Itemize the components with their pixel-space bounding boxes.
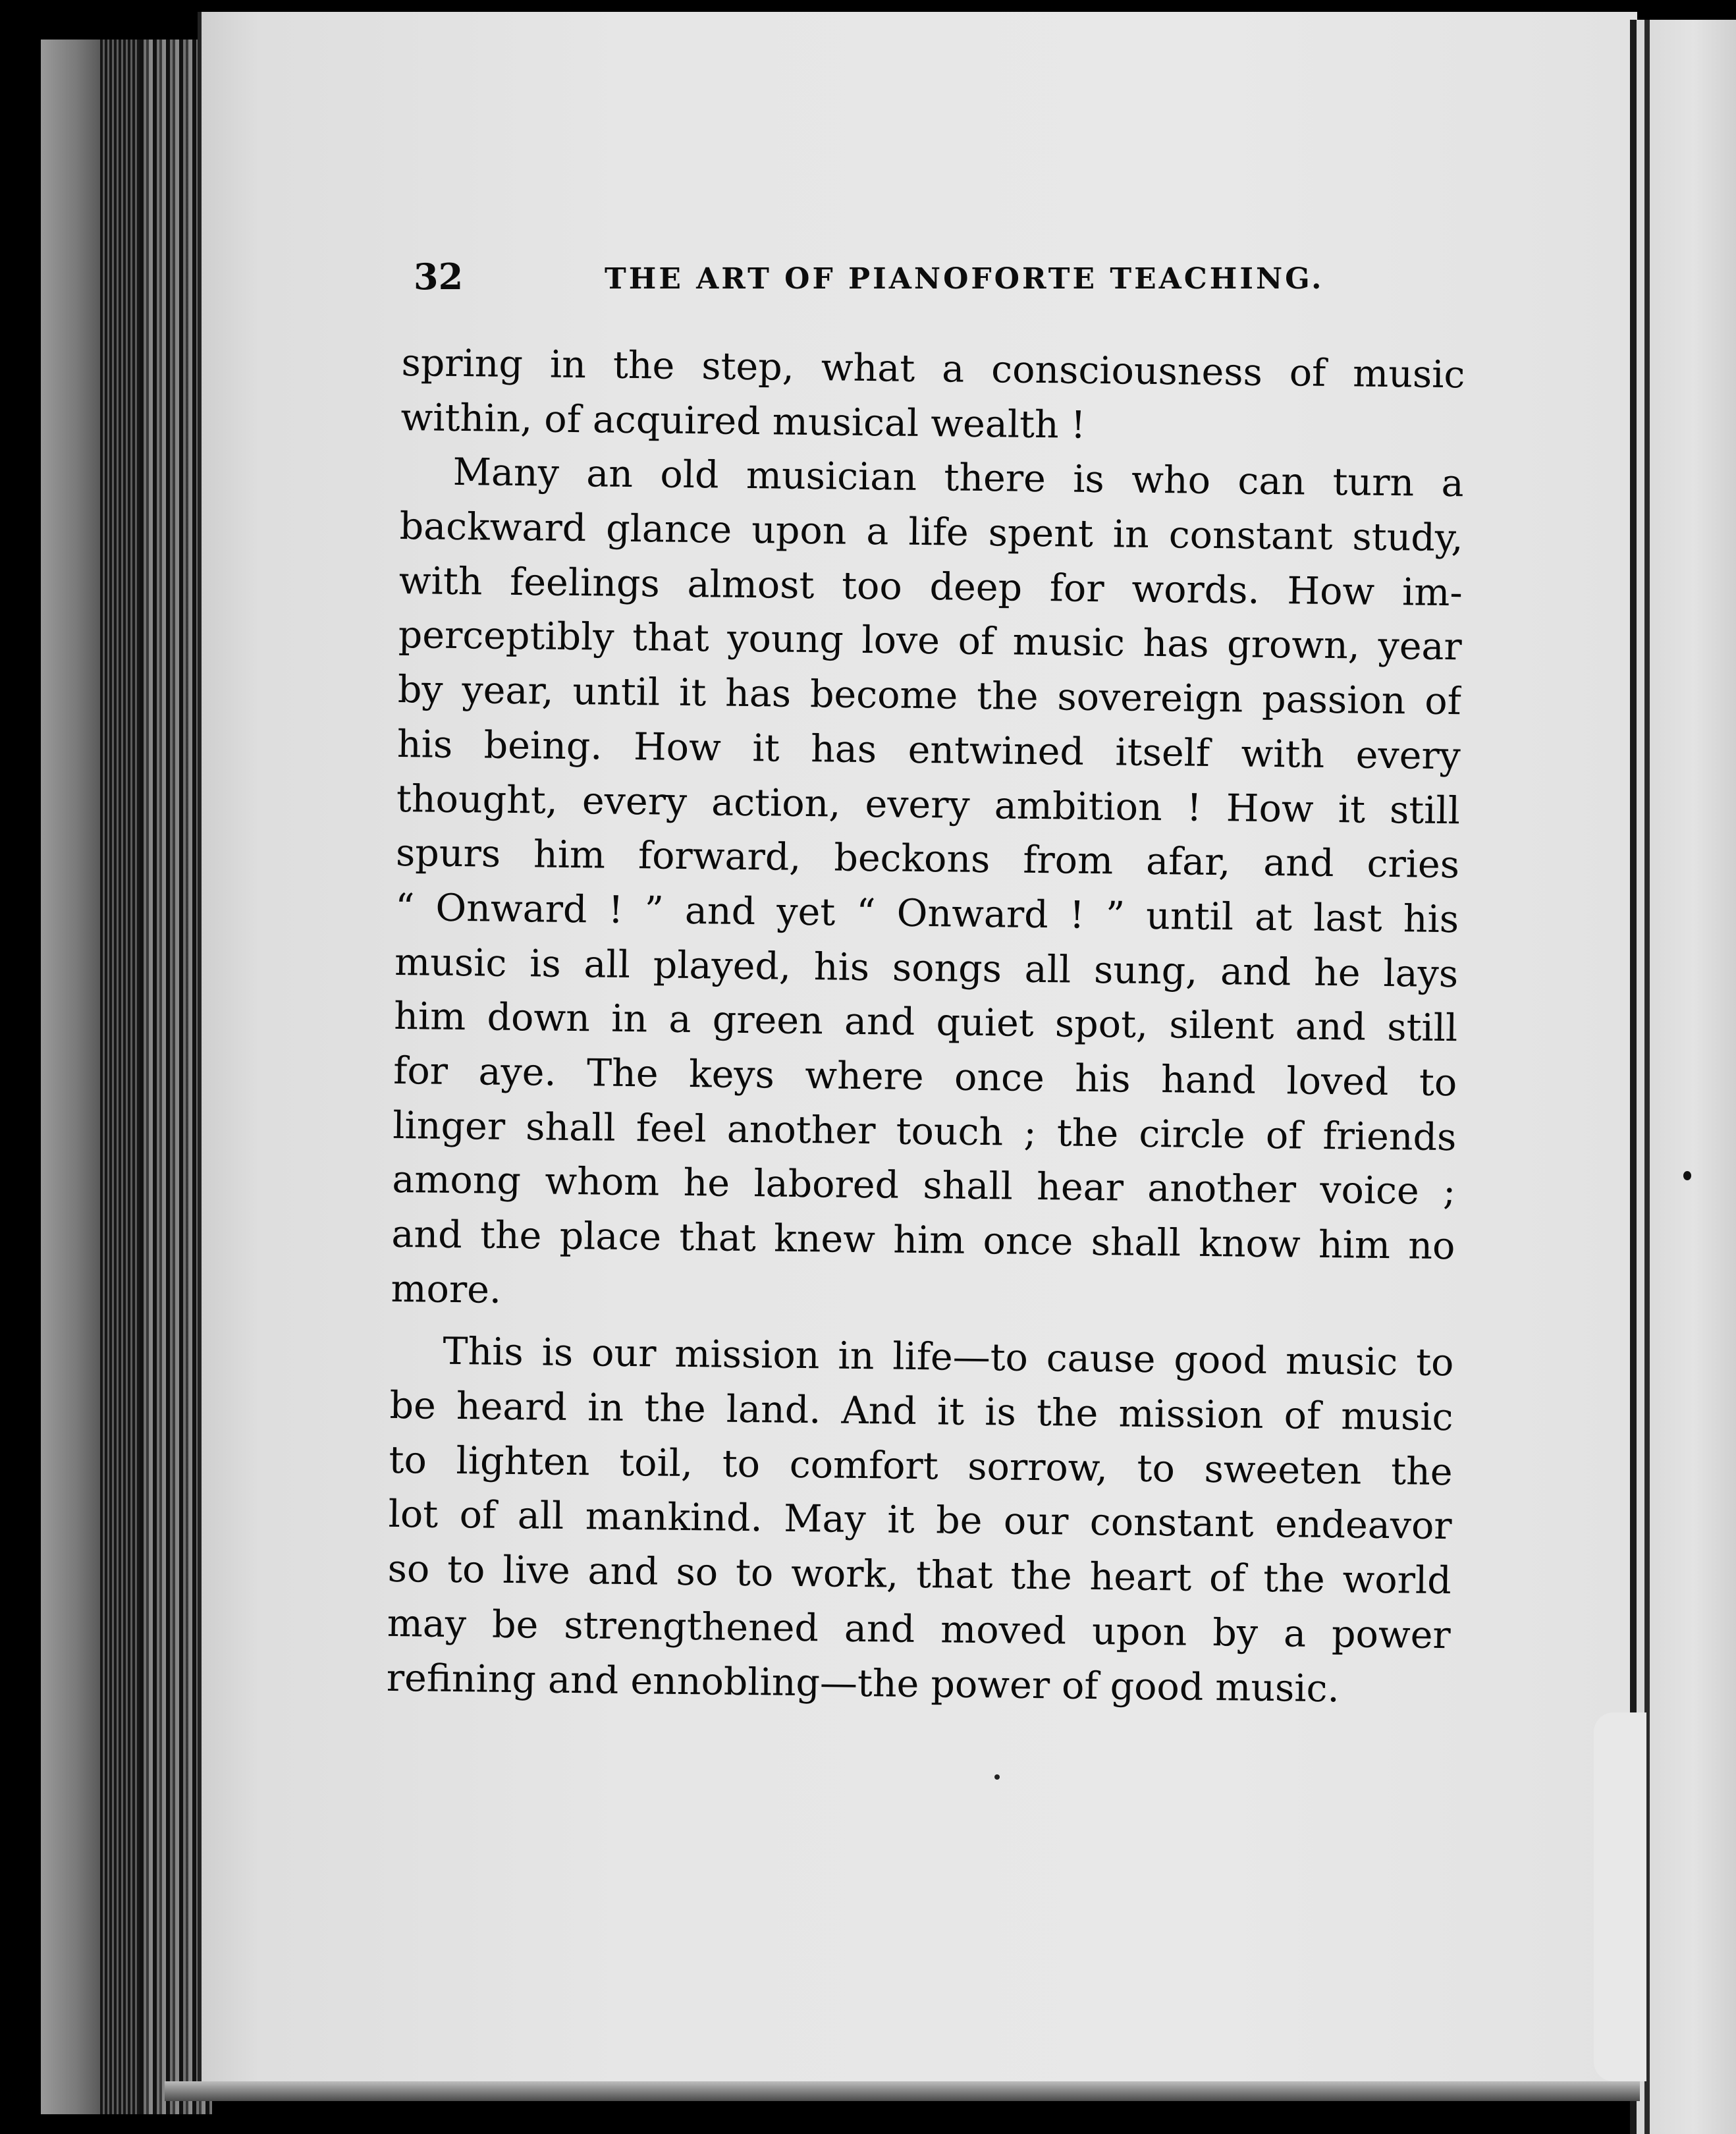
text-line: spurs him forward, beckons from afar, and cries [395, 831, 1460, 887]
page-edge-stack [41, 40, 212, 2114]
text-line: thought, every action, every ambition ! How it still [396, 777, 1461, 833]
text-line: among whom he labored shall hear another voice ; [392, 1158, 1456, 1214]
running-title: THE ART OF PIANOFORTE TEACHING. [605, 262, 1324, 296]
text-line: by year, until it has become the sovereign passion of [397, 668, 1462, 724]
ink-speck [1683, 1171, 1691, 1180]
text-line: perceptibly that young love of music has grown, year [398, 613, 1463, 669]
page-number: 32 [414, 256, 464, 298]
text-line: backward glance upon a life spent in constant study, [399, 505, 1463, 561]
text-line: spring in the step, what a consciousness of music [401, 341, 1465, 397]
text-line: him down in a green and quiet spot, silent and still [393, 995, 1458, 1051]
text-line: with feelings almost too deep for words. How im- [398, 559, 1463, 615]
text-line: may be strengthened and moved upon by a power [387, 1601, 1451, 1658]
text-line: so to live and so to work, that the heart of the world [387, 1547, 1452, 1603]
body-text [386, 336, 1465, 1717]
text-line: within, of acquired musical wealth ! [400, 395, 1087, 447]
text-line: music is all played, his songs all sung, and he lays [394, 940, 1459, 996]
text-line: be heard in the land. And it is the mission of music [389, 1383, 1453, 1440]
page-header [414, 256, 1533, 308]
text-line: This is our mission in life—to cause good music to [443, 1330, 1454, 1385]
text-line: “ Onward ! ” and yet “ Onward ! ” until at last his [394, 885, 1459, 942]
ink-speck [994, 1774, 1000, 1780]
text-line: refining and ennobling—the power of good music. [386, 1656, 1340, 1710]
text-line: and the place that knew him once shall know him no [391, 1212, 1455, 1269]
text-line: more. [391, 1267, 502, 1312]
page-bottom-edge [165, 2081, 1640, 2101]
text-line: linger shall feel another touch ; the circle of friends [393, 1103, 1457, 1159]
text-line: to lighten toil, to comfort sorrow, to sweeten the [389, 1438, 1453, 1494]
page-tear [1594, 1712, 1646, 2081]
text-line: his being. How it has entwined itself with every [396, 722, 1461, 779]
text-line: lot of all mankind. May it be our constant endeavor [388, 1492, 1452, 1548]
text-line: Many an old musician there is who can turn a [452, 451, 1464, 506]
text-line: for aye. The keys where once his hand loved to [393, 1049, 1457, 1105]
